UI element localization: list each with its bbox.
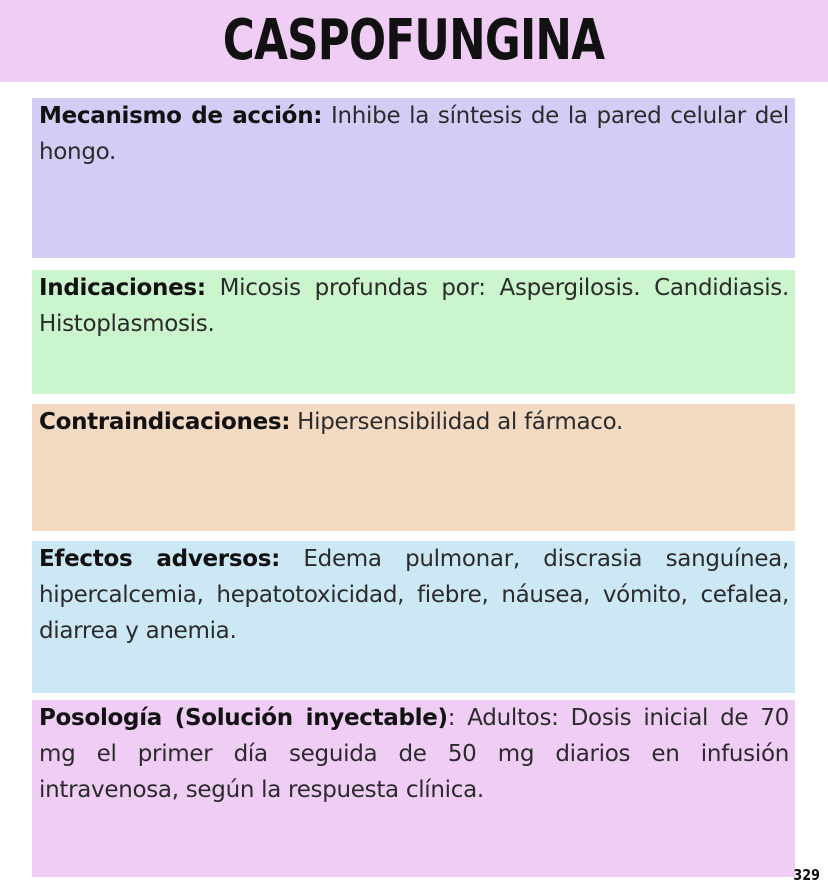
section-posologia-text: : Adultos: Dosis inicial de 70 mg el primer día seguida de 50 mg diarios en infusión intravenosa, según la respuesta clínica. xyxy=(39,705,789,803)
section-indicaciones xyxy=(32,270,795,394)
page-number: 329 xyxy=(793,866,820,884)
section-contraindicaciones-text: Hipersensibilidad al fármaco. xyxy=(290,409,623,435)
section-efectos-label: Efectos adversos: xyxy=(39,546,281,572)
section-contraindicaciones xyxy=(32,404,795,531)
page-title: CASPOFUNGINA xyxy=(223,8,605,73)
title-banner xyxy=(0,0,828,82)
section-mecanismo-text: Inhibe la síntesis de la pared celular del hongo. xyxy=(39,103,789,165)
section-contraindicaciones-label: Contraindicaciones: xyxy=(39,409,291,435)
section-efectos-adversos xyxy=(32,541,795,693)
section-mecanismo-label: Mecanismo de acción: xyxy=(39,103,323,129)
section-indicaciones-text: Micosis profundas por: Aspergilosis. Candidiasis. Histoplasmosis. xyxy=(39,275,789,337)
section-indicaciones-label: Indicaciones: xyxy=(39,275,206,301)
section-mecanismo xyxy=(32,98,795,258)
section-posologia xyxy=(32,700,795,877)
section-efectos-text: Edema pulmonar, discrasia sanguínea, hipercalcemia, hepatotoxicidad, fiebre, náusea, vómito, cefalea, diarrea y anemia. xyxy=(39,546,789,644)
section-posologia-label: Posología (Solución inyectable) xyxy=(39,705,448,731)
